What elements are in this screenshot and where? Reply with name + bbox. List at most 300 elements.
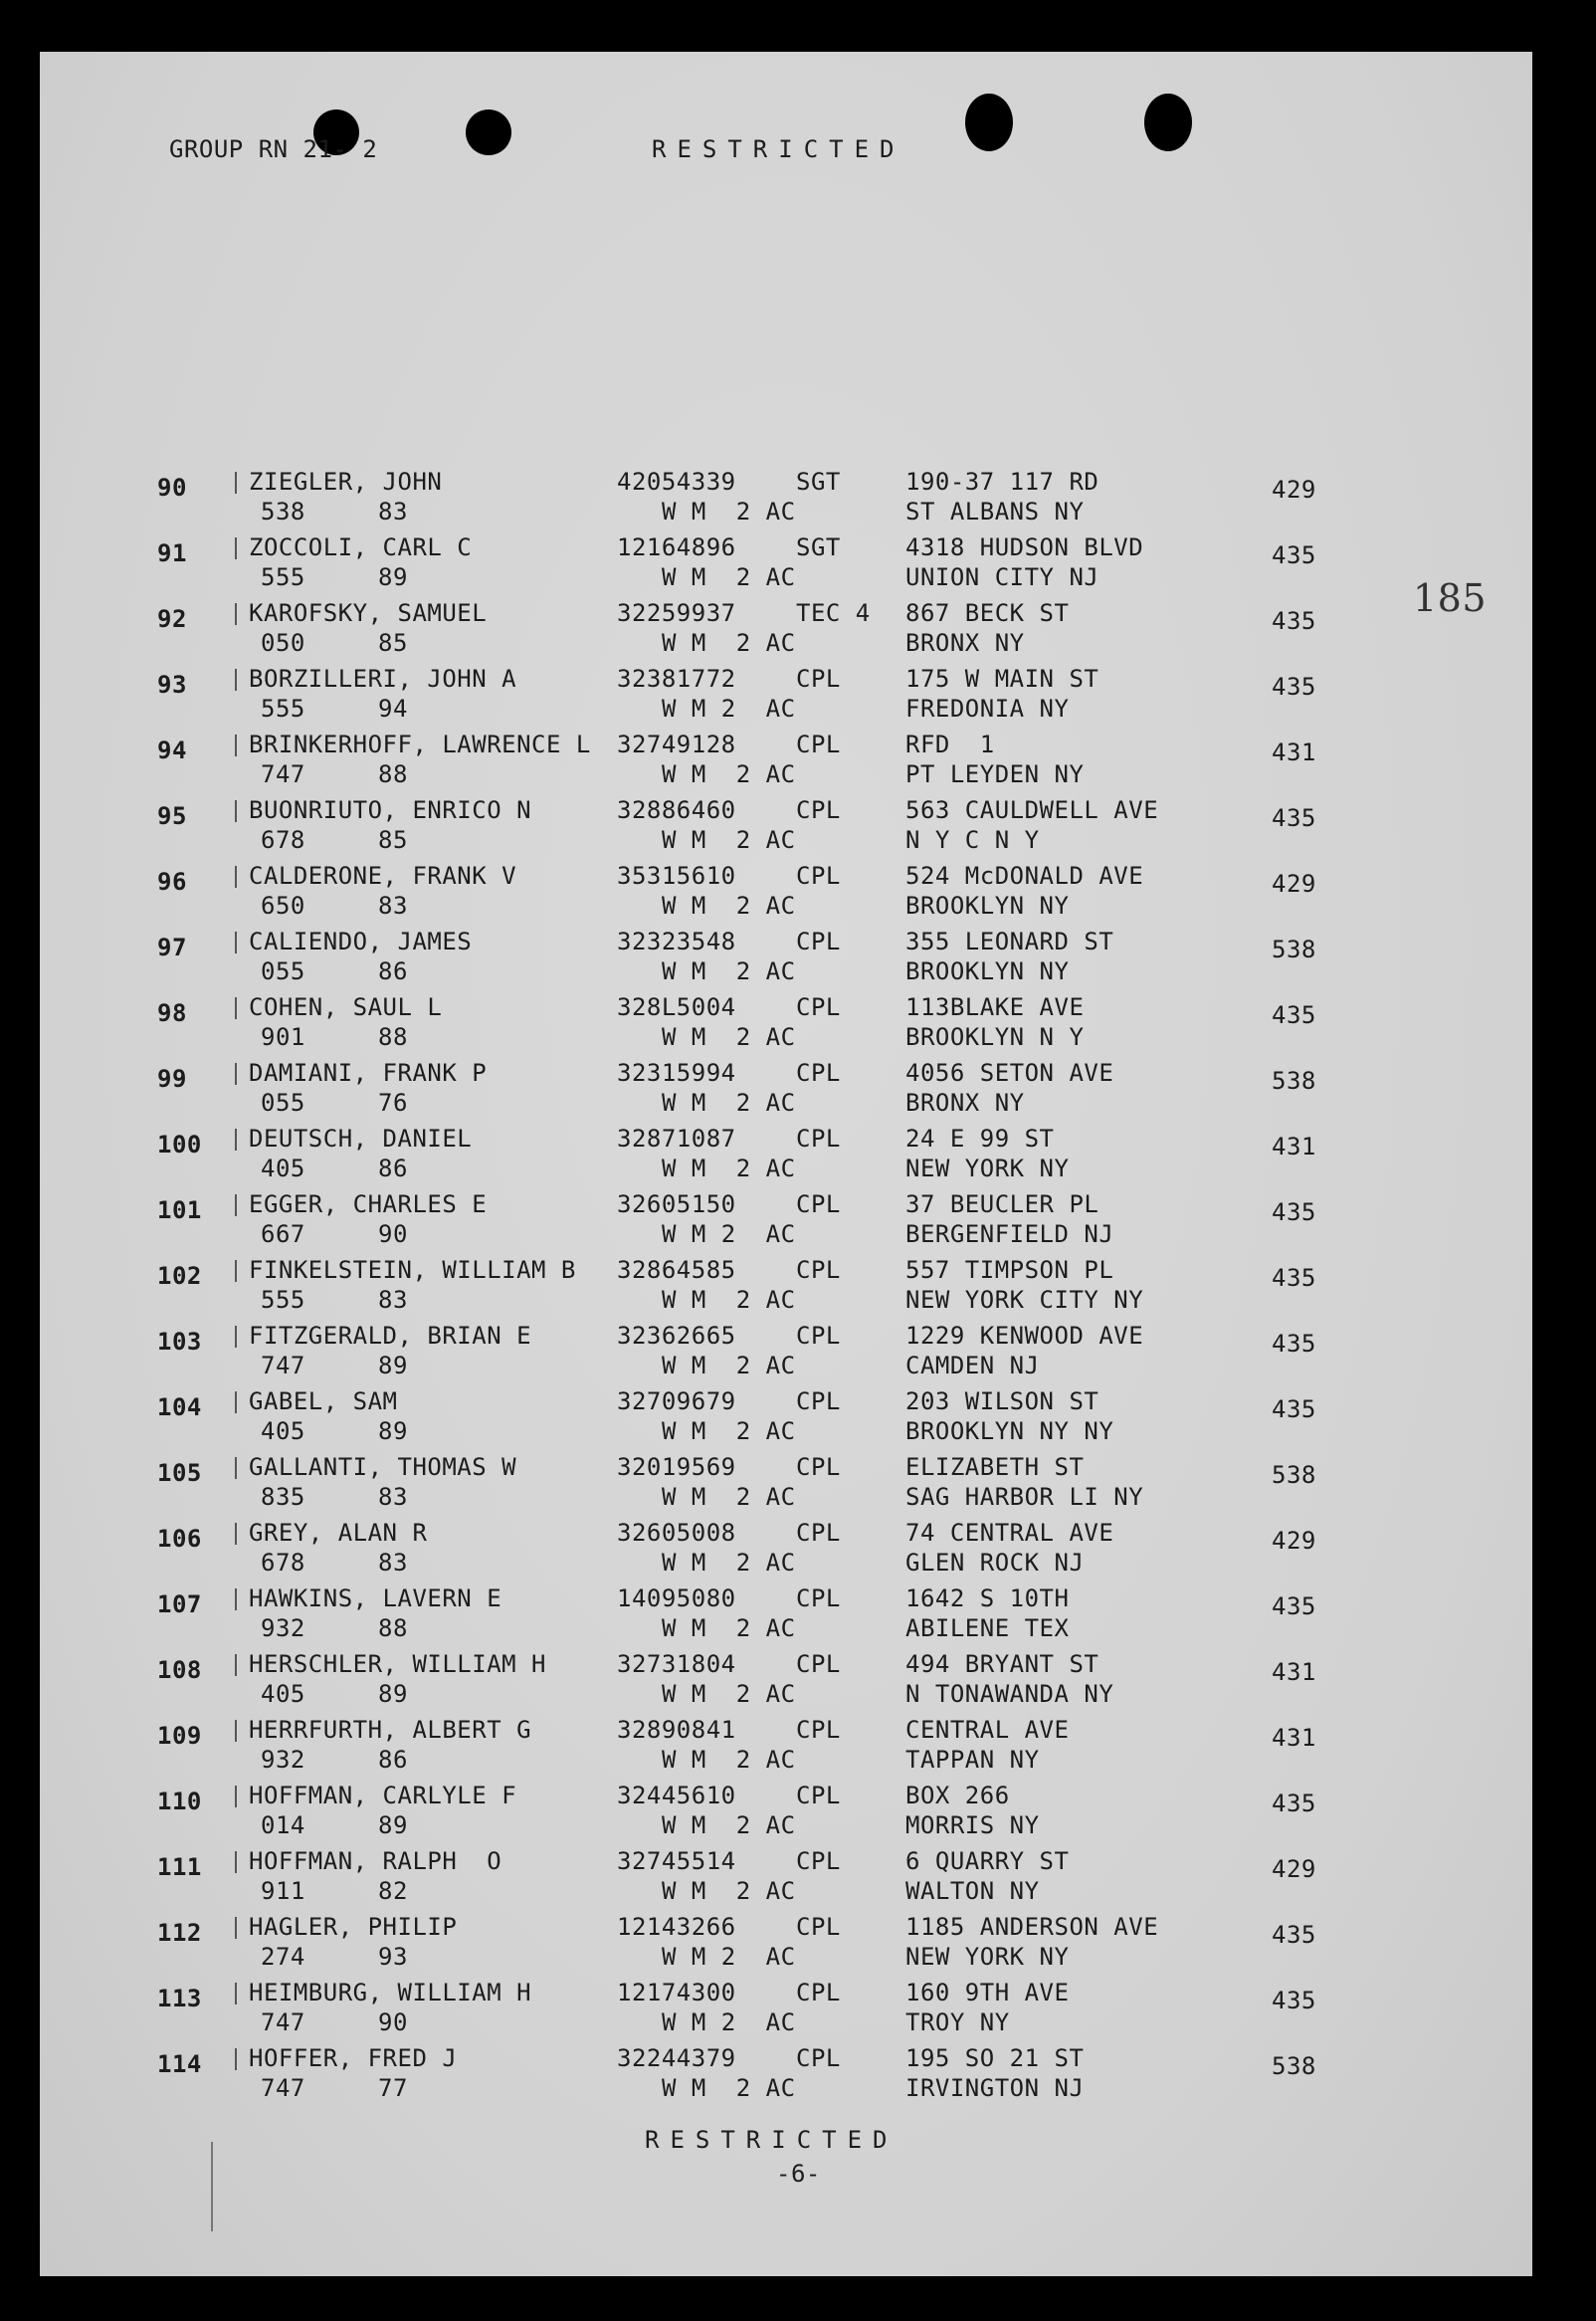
code-a: 055 xyxy=(261,957,305,985)
margin-tick xyxy=(235,1983,237,2004)
rank: CPL xyxy=(796,1650,841,1678)
address-line-1: 4056 SETON AVE xyxy=(905,1059,1114,1087)
classification-code: W M 2 AC xyxy=(662,1746,796,1774)
margin-tick xyxy=(235,932,237,953)
address-line-1: 113BLAKE AVE xyxy=(905,993,1085,1021)
code-b: 86 xyxy=(378,1746,408,1774)
unit-code: 429 xyxy=(1272,1855,1316,1883)
roster-row xyxy=(40,1521,1532,1582)
code-b: 82 xyxy=(378,1877,408,1905)
code-a: 667 xyxy=(261,1220,305,1248)
margin-tick xyxy=(235,1129,237,1151)
code-b: 83 xyxy=(378,498,408,526)
unit-code: 435 xyxy=(1272,804,1316,832)
roster-row xyxy=(40,1586,1532,1648)
code-a: 650 xyxy=(261,892,305,920)
margin-tick xyxy=(235,669,237,691)
code-b: 86 xyxy=(378,1155,408,1182)
classification-code: W M 2 AC xyxy=(662,1417,796,1445)
code-b: 88 xyxy=(378,760,408,788)
code-a: 932 xyxy=(261,1614,305,1642)
address-line-1: 1642 S 10TH xyxy=(905,1584,1070,1612)
code-a: 055 xyxy=(261,1089,305,1117)
code-a: 747 xyxy=(261,1352,305,1379)
code-b: 85 xyxy=(378,826,408,854)
group-header: GROUP RN 21- 2 xyxy=(169,135,378,163)
serial-number: 32871087 xyxy=(617,1125,736,1153)
classification-code: W M 2 AC xyxy=(662,2008,796,2036)
address-line-1: ELIZABETH ST xyxy=(905,1453,1085,1481)
code-b: 83 xyxy=(378,1483,408,1511)
code-a: 747 xyxy=(261,2074,305,2102)
serial-number: 32445610 xyxy=(617,1782,736,1809)
entry-number: 103 xyxy=(157,1328,202,1356)
soldier-name: HOFFMAN, RALPH O xyxy=(249,1847,502,1875)
classification-code: W M 2 AC xyxy=(662,1614,796,1642)
entry-number: 91 xyxy=(157,539,187,567)
entry-number: 93 xyxy=(157,671,187,699)
rank: SGT xyxy=(796,468,841,496)
roster-row xyxy=(40,1455,1532,1517)
soldier-name: BRINKERHOFF, LAWRENCE L xyxy=(249,731,591,758)
unit-code: 435 xyxy=(1272,607,1316,635)
serial-number: 32749128 xyxy=(617,731,736,758)
entry-number: 95 xyxy=(157,802,187,830)
margin-tick xyxy=(235,800,237,822)
rank: CPL xyxy=(796,1387,841,1415)
entry-number: 94 xyxy=(157,737,187,764)
address-line-2: WALTON NY xyxy=(905,1877,1040,1905)
address-line-1: 74 CENTRAL AVE xyxy=(905,1519,1114,1547)
rank: CPL xyxy=(796,1782,841,1809)
serial-number: 32362665 xyxy=(617,1322,736,1350)
soldier-name: KAROFSKY, SAMUEL xyxy=(249,599,488,627)
address-line-2: BROOKLYN NY NY xyxy=(905,1417,1114,1445)
rank: CPL xyxy=(796,1125,841,1153)
code-a: 014 xyxy=(261,1811,305,1839)
unit-code: 435 xyxy=(1272,1395,1316,1423)
classification-code: W M 2 AC xyxy=(662,1811,796,1839)
code-b: 89 xyxy=(378,1352,408,1379)
address-line-2: PT LEYDEN NY xyxy=(905,760,1085,788)
address-line-2: BROOKLYN N Y xyxy=(905,1023,1085,1051)
classification-code: W M 2 AC xyxy=(662,957,796,985)
unit-code: 429 xyxy=(1272,870,1316,898)
code-b: 89 xyxy=(378,563,408,591)
rank: CPL xyxy=(796,1059,841,1087)
classification-code: W M 2 AC xyxy=(662,1155,796,1182)
serial-number: 35315610 xyxy=(617,862,736,890)
address-line-1: 195 SO 21 ST xyxy=(905,2044,1085,2072)
address-line-2: N TONAWANDA NY xyxy=(905,1680,1114,1708)
unit-code: 435 xyxy=(1272,673,1316,701)
serial-number: 32323548 xyxy=(617,928,736,955)
code-b: 83 xyxy=(378,1286,408,1314)
unit-code: 429 xyxy=(1272,476,1316,504)
roster-row xyxy=(40,1061,1532,1123)
entry-number: 112 xyxy=(157,1919,202,1947)
roster-row xyxy=(40,1127,1532,1188)
unit-code: 538 xyxy=(1272,1461,1316,1489)
code-a: 405 xyxy=(261,1680,305,1708)
unit-code: 538 xyxy=(1272,936,1316,963)
rank: CPL xyxy=(796,1190,841,1218)
entry-number: 114 xyxy=(157,2050,202,2078)
margin-tick xyxy=(235,603,237,625)
unit-code: 435 xyxy=(1272,1330,1316,1358)
entry-number: 101 xyxy=(157,1196,202,1224)
entry-number: 104 xyxy=(157,1393,202,1421)
classification-code: W M 2 AC xyxy=(662,1483,796,1511)
address-line-1: 160 9TH AVE xyxy=(905,1979,1070,2006)
entry-number: 102 xyxy=(157,1262,202,1290)
unit-code: 435 xyxy=(1272,1790,1316,1817)
soldier-name: FINKELSTEIN, WILLIAM B xyxy=(249,1256,576,1284)
rank: CPL xyxy=(796,862,841,890)
roster-row xyxy=(40,798,1532,860)
roster-row xyxy=(40,1784,1532,1845)
soldier-name: HOFFER, FRED J xyxy=(249,2044,458,2072)
unit-code: 431 xyxy=(1272,738,1316,766)
address-line-2: ST ALBANS NY xyxy=(905,498,1085,526)
unit-code: 431 xyxy=(1272,1658,1316,1686)
entry-number: 111 xyxy=(157,1853,202,1881)
code-b: 85 xyxy=(378,629,408,657)
soldier-name: HERRFURTH, ALBERT G xyxy=(249,1716,532,1744)
code-b: 89 xyxy=(378,1811,408,1839)
entry-number: 92 xyxy=(157,605,187,633)
address-line-2: NEW YORK NY xyxy=(905,1943,1070,1971)
page-number: -6- xyxy=(776,2160,821,2188)
address-line-1: BOX 266 xyxy=(905,1782,1010,1809)
serial-number: 32731804 xyxy=(617,1650,736,1678)
soldier-name: HOFFMAN, CARLYLE F xyxy=(249,1782,517,1809)
unit-code: 538 xyxy=(1272,1067,1316,1095)
serial-number: 32709679 xyxy=(617,1387,736,1415)
classification-header: RESTRICTED xyxy=(652,135,905,163)
address-line-1: 524 McDONALD AVE xyxy=(905,862,1144,890)
serial-number: 32890841 xyxy=(617,1716,736,1744)
serial-number: 12143266 xyxy=(617,1913,736,1941)
code-b: 83 xyxy=(378,892,408,920)
classification-code: W M 2 AC xyxy=(662,1877,796,1905)
address-line-1: 1185 ANDERSON AVE xyxy=(905,1913,1159,1941)
code-a: 555 xyxy=(261,563,305,591)
rank: CPL xyxy=(796,2044,841,2072)
unit-code: 431 xyxy=(1272,1133,1316,1160)
margin-tick xyxy=(235,866,237,888)
margin-page-number: 185 xyxy=(1413,576,1488,620)
margin-tick xyxy=(235,1851,237,1873)
unit-code: 431 xyxy=(1272,1724,1316,1752)
serial-number: 12164896 xyxy=(617,533,736,561)
address-line-2: CAMDEN NJ xyxy=(905,1352,1040,1379)
code-b: 86 xyxy=(378,957,408,985)
roster-row xyxy=(40,1915,1532,1977)
margin-tick xyxy=(235,537,237,559)
unit-code: 435 xyxy=(1272,541,1316,569)
entry-number: 96 xyxy=(157,868,187,896)
code-a: 901 xyxy=(261,1023,305,1051)
soldier-name: HEIMBURG, WILLIAM H xyxy=(249,1979,532,2006)
code-a: 835 xyxy=(261,1483,305,1511)
code-b: 88 xyxy=(378,1023,408,1051)
address-line-1: 563 CAULDWELL AVE xyxy=(905,796,1159,824)
classification-code: W M 2 AC xyxy=(662,629,796,657)
serial-number: 32864585 xyxy=(617,1256,736,1284)
soldier-name: GABEL, SAM xyxy=(249,1387,398,1415)
unit-code: 538 xyxy=(1272,2052,1316,2080)
serial-number: 12174300 xyxy=(617,1979,736,2006)
code-a: 911 xyxy=(261,1877,305,1905)
soldier-name: GREY, ALAN R xyxy=(249,1519,428,1547)
address-line-2: IRVINGTON NJ xyxy=(905,2074,1085,2102)
roster-row xyxy=(40,2046,1532,2108)
address-line-2: FREDONIA NY xyxy=(905,695,1070,723)
code-a: 678 xyxy=(261,1549,305,1577)
code-a: 932 xyxy=(261,1746,305,1774)
entry-number: 109 xyxy=(157,1722,202,1750)
margin-tick xyxy=(235,1391,237,1413)
serial-number: 32259937 xyxy=(617,599,736,627)
margin-tick xyxy=(235,997,237,1019)
address-line-1: 1229 KENWOOD AVE xyxy=(905,1322,1144,1350)
code-a: 274 xyxy=(261,1943,305,1971)
unit-code: 435 xyxy=(1272,1264,1316,1292)
roster-row xyxy=(40,1849,1532,1911)
code-b: 89 xyxy=(378,1680,408,1708)
entry-number: 110 xyxy=(157,1788,202,1815)
address-line-1: 557 TIMPSON PL xyxy=(905,1256,1114,1284)
margin-tick xyxy=(235,1523,237,1545)
address-line-1: 37 BEUCLER PL xyxy=(905,1190,1099,1218)
serial-number: 32019569 xyxy=(617,1453,736,1481)
roster-row xyxy=(40,1389,1532,1451)
soldier-name: HAGLER, PHILIP xyxy=(249,1913,458,1941)
margin-tick xyxy=(235,1786,237,1807)
address-line-1: 867 BECK ST xyxy=(905,599,1070,627)
address-line-2: BRONX NY xyxy=(905,629,1025,657)
roster-row xyxy=(40,1258,1532,1320)
serial-number: 32605150 xyxy=(617,1190,736,1218)
entry-number: 107 xyxy=(157,1590,202,1618)
rank: CPL xyxy=(796,1716,841,1744)
code-b: 90 xyxy=(378,2008,408,2036)
address-line-1: CENTRAL AVE xyxy=(905,1716,1070,1744)
address-line-2: TROY NY xyxy=(905,2008,1010,2036)
address-line-2: UNION CITY NJ xyxy=(905,563,1099,591)
soldier-name: GALLANTI, THOMAS W xyxy=(249,1453,517,1481)
code-a: 747 xyxy=(261,2008,305,2036)
serial-number: 32605008 xyxy=(617,1519,736,1547)
roster-row xyxy=(40,864,1532,926)
address-line-2: SAG HARBOR LI NY xyxy=(905,1483,1144,1511)
code-a: 747 xyxy=(261,760,305,788)
entry-number: 99 xyxy=(157,1065,187,1093)
unit-code: 435 xyxy=(1272,1001,1316,1029)
address-line-1: RFD 1 xyxy=(905,731,995,758)
soldier-name: HERSCHLER, WILLIAM H xyxy=(249,1650,546,1678)
unit-code: 435 xyxy=(1272,1198,1316,1226)
code-a: 050 xyxy=(261,629,305,657)
address-line-1: 494 BRYANT ST xyxy=(905,1650,1099,1678)
entry-number: 105 xyxy=(157,1459,202,1487)
address-line-1: 4318 HUDSON BLVD xyxy=(905,533,1144,561)
rank: SGT xyxy=(796,533,841,561)
margin-tick xyxy=(235,1063,237,1085)
code-b: 94 xyxy=(378,695,408,723)
rank: CPL xyxy=(796,731,841,758)
serial-number: 14095080 xyxy=(617,1584,736,1612)
serial-number: 328L5004 xyxy=(617,993,736,1021)
code-b: 93 xyxy=(378,1943,408,1971)
rank: CPL xyxy=(796,1453,841,1481)
rank: CPL xyxy=(796,1519,841,1547)
margin-line xyxy=(211,2142,213,2231)
address-line-2: N Y C N Y xyxy=(905,826,1040,854)
rank: CPL xyxy=(796,993,841,1021)
code-b: 90 xyxy=(378,1220,408,1248)
soldier-name: BUONRIUTO, ENRICO N xyxy=(249,796,532,824)
roster-row xyxy=(40,470,1532,531)
code-b: 89 xyxy=(378,1417,408,1445)
roster-row xyxy=(40,1981,1532,2042)
rank: TEC 4 xyxy=(796,599,871,627)
classification-code: W M 2 AC xyxy=(662,1680,796,1708)
margin-tick xyxy=(235,1326,237,1348)
classification-code: W M 2 AC xyxy=(662,1286,796,1314)
roster-row xyxy=(40,601,1532,663)
code-a: 555 xyxy=(261,1286,305,1314)
entry-number: 98 xyxy=(157,999,187,1027)
rank: CPL xyxy=(796,665,841,693)
classification-code: W M 2 AC xyxy=(662,2074,796,2102)
code-b: 76 xyxy=(378,1089,408,1117)
entry-number: 113 xyxy=(157,1985,202,2012)
serial-number: 32381772 xyxy=(617,665,736,693)
soldier-name: ZIEGLER, JOHN xyxy=(249,468,443,496)
entry-number: 106 xyxy=(157,1525,202,1553)
address-line-2: BERGENFIELD NJ xyxy=(905,1220,1114,1248)
code-a: 555 xyxy=(261,695,305,723)
classification-code: W M 2 AC xyxy=(662,1352,796,1379)
roster-row xyxy=(40,667,1532,729)
rank: CPL xyxy=(796,1913,841,1941)
roster-row xyxy=(40,930,1532,991)
address-line-2: BRONX NY xyxy=(905,1089,1025,1117)
roster-row xyxy=(40,1324,1532,1385)
code-a: 538 xyxy=(261,498,305,526)
entry-number: 97 xyxy=(157,934,187,961)
margin-tick xyxy=(235,1917,237,1939)
classification-code: W M 2 AC xyxy=(662,1943,796,1971)
rank: CPL xyxy=(796,1256,841,1284)
address-line-2: ABILENE TEX xyxy=(905,1614,1070,1642)
classification-code: W M 2 AC xyxy=(662,695,796,723)
address-line-2: NEW YORK CITY NY xyxy=(905,1286,1144,1314)
roster-row xyxy=(40,1718,1532,1780)
entry-number: 90 xyxy=(157,474,187,502)
address-line-1: 190-37 117 RD xyxy=(905,468,1099,496)
serial-number: 42054339 xyxy=(617,468,736,496)
classification-code: W M 2 AC xyxy=(662,1549,796,1577)
address-line-2: NEW YORK NY xyxy=(905,1155,1070,1182)
address-line-2: GLEN ROCK NJ xyxy=(905,1549,1085,1577)
entry-number: 100 xyxy=(157,1131,202,1159)
unit-code: 435 xyxy=(1272,1592,1316,1620)
serial-number: 32886460 xyxy=(617,796,736,824)
roster-row xyxy=(40,1192,1532,1254)
roster-row xyxy=(40,995,1532,1057)
rank: CPL xyxy=(796,796,841,824)
classification-code: W M 2 AC xyxy=(662,892,796,920)
address-line-2: BROOKLYN NY xyxy=(905,957,1070,985)
classification-code: W M 2 AC xyxy=(662,826,796,854)
code-b: 83 xyxy=(378,1549,408,1577)
address-line-2: MORRIS NY xyxy=(905,1811,1040,1839)
classification-code: W M 2 AC xyxy=(662,760,796,788)
margin-tick xyxy=(235,1457,237,1479)
unit-code: 435 xyxy=(1272,1987,1316,2014)
serial-number: 32244379 xyxy=(617,2044,736,2072)
address-line-1: 6 QUARRY ST xyxy=(905,1847,1070,1875)
soldier-name: CALIENDO, JAMES xyxy=(249,928,473,955)
rank: CPL xyxy=(796,1322,841,1350)
code-b: 77 xyxy=(378,2074,408,2102)
margin-tick xyxy=(235,1260,237,1282)
classification-code: W M 2 AC xyxy=(662,498,796,526)
code-b: 88 xyxy=(378,1614,408,1642)
roster-row xyxy=(40,733,1532,794)
rank: CPL xyxy=(796,1979,841,2006)
address-line-2: BROOKLYN NY xyxy=(905,892,1070,920)
entry-number: 108 xyxy=(157,1656,202,1684)
soldier-name: CALDERONE, FRANK V xyxy=(249,862,517,890)
address-line-1: 355 LEONARD ST xyxy=(905,928,1114,955)
classification-code: W M 2 AC xyxy=(662,1023,796,1051)
code-a: 405 xyxy=(261,1417,305,1445)
serial-number: 32745514 xyxy=(617,1847,736,1875)
soldier-name: BORZILLERI, JOHN A xyxy=(249,665,517,693)
margin-tick xyxy=(235,1720,237,1742)
soldier-name: HAWKINS, LAVERN E xyxy=(249,1584,502,1612)
margin-tick xyxy=(235,472,237,494)
classification-code: W M 2 AC xyxy=(662,1089,796,1117)
serial-number: 32315994 xyxy=(617,1059,736,1087)
soldier-name: DAMIANI, FRANK P xyxy=(249,1059,488,1087)
soldier-name: ZOCCOLI, CARL C xyxy=(249,533,473,561)
classification-footer: RESTRICTED xyxy=(645,2126,898,2154)
roster-row xyxy=(40,1652,1532,1714)
rank: CPL xyxy=(796,1847,841,1875)
address-line-2: TAPPAN NY xyxy=(905,1746,1040,1774)
margin-tick xyxy=(235,735,237,756)
document-page xyxy=(40,52,1532,2276)
classification-code: W M 2 AC xyxy=(662,563,796,591)
rank: CPL xyxy=(796,928,841,955)
soldier-name: DEUTSCH, DANIEL xyxy=(249,1125,473,1153)
roster-row xyxy=(40,535,1532,597)
unit-code: 429 xyxy=(1272,1527,1316,1555)
margin-tick xyxy=(235,1194,237,1216)
code-a: 405 xyxy=(261,1155,305,1182)
margin-tick xyxy=(235,1654,237,1676)
soldier-name: COHEN, SAUL L xyxy=(249,993,443,1021)
unit-code: 435 xyxy=(1272,1921,1316,1949)
margin-tick xyxy=(235,1588,237,1610)
address-line-1: 203 WILSON ST xyxy=(905,1387,1099,1415)
soldier-name: EGGER, CHARLES E xyxy=(249,1190,488,1218)
